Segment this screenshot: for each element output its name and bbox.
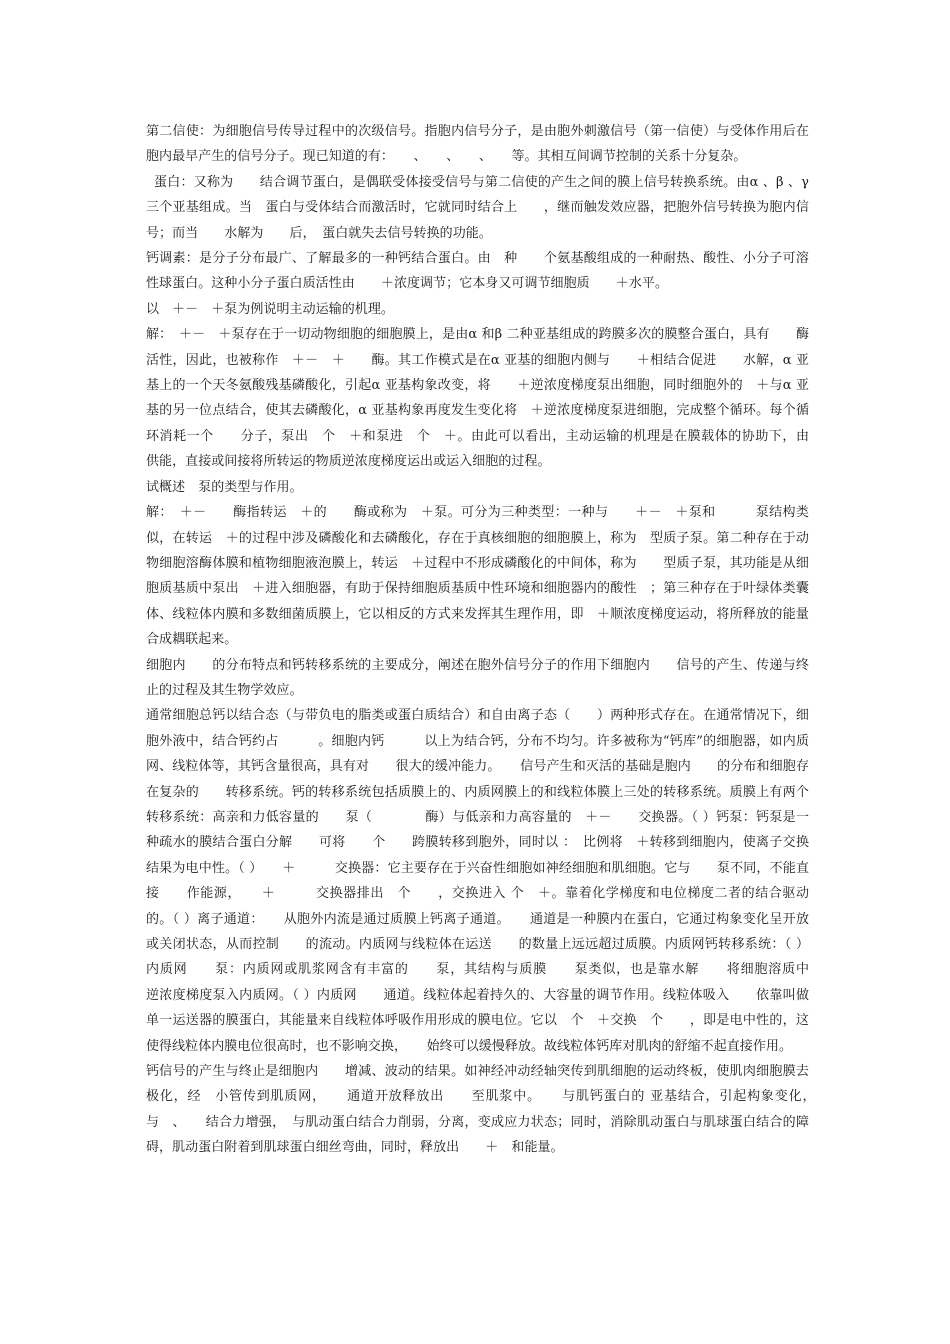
paragraph-second-messenger: 第二信使：为细胞信号传导过程中的次级信号。指胞内信号分子，是由胞外刺激信号（第一信使）与受体作用后在胞内最早产生的信号分子。现已知道的有： 、 、 、 等。其相互间调节控制的关系十分复杂。 <box>146 124 809 165</box>
paragraph-g-protein: 蛋白：又称为 结合调节蛋白，是偶联受体接受信号与第二信使的产生之间的膜上信号转换系统。由α 、β 、γ 三个亚基组成。当 蛋白与受体结合而激活时，它就同时结合上 ，继而触发效应器，把胞外信号转换为胞内信号；而当 水解为 后， 蛋白就失去信号转换的功能。 <box>146 174 809 241</box>
answer-calcium-transfer: 通常细胞总钙以结合态（与带负电的脂类或蛋白质结合）和自由离子态（ ）两种形式存在。在通常情况下，细胞外液中，结合钙约占 。细胞内钙 以上为结合钙，分布不均匀。许多被称为“钙库”的细胞器，如内质网、线粒体等，其钙含量很高，具有对 很大的缓冲能力。 信号产生和灭活的基础是胞内 的分布和细胞存在复杂的 转移系统。钙的转移系统包括质膜上的、内质网膜上的和线粒体膜上三处的转移系统。质膜上有两个 转移系统：高亲和力低容量的 泵（ 酶）与低亲和力高容量的 ＋－ 交换器。（ ）钙泵：钙泵是一种疏水的膜结合蛋白分解 可将 个 跨膜转移到胞外，同时以 ： 比例将 ＋转移到细胞内，使离子交换结果为电中性。（ ） ＋ 交换器：它主要存在于兴奋性细胞如神经细胞和肌细胞。它与 泵不同，不能直接 作能源， ＋ 交换器排出 个 ，交换进入 个 ＋。靠着化学梯度和电位梯度二者的结合驱动的。（ ）离子通道： 从胞外内流是通过质膜上钙离子通道。 通道是一种膜内在蛋白，它通过构象变化呈开放或关闭状态，从而控制 的流动。内质网与线粒体在运送 的数量上远远超过质膜。内质网钙转移系统：（ ）内质网 泵：内质网或肌浆网含有丰富的 泵，其结构与质膜 泵类似，也是靠水解 将细胞溶质中 逆浓度梯度泵入内质网。（ ）内质网 通道。线粒体起着持久的、大容量的调节作用。线粒体吸入 依靠叫做单一运送器的膜蛋白，其能量来自线粒体呼吸作用形成的膜电位。它以 个 ＋交换 个 ，即是电中性的，这使得线粒体内膜电位很高时，也不影响交换， 始终可以缓慢释放。故线粒体钙库对肌肉的舒缩不起直接作用。 <box>146 708 836 1054</box>
paragraph-calmodulin: 钙调素：是分子分布最广、了解最多的一种钙结合蛋白。由 种 个氨基酸组成的一种耐热、酸性、小分子可溶性球蛋白。这种小分子蛋白质活性由 ＋浓度调节；它本身又可调节细胞质 ＋水平。 <box>146 251 809 292</box>
answer-na-k-pump: 解： ＋－ ＋泵存在于一切动物细胞的细胞膜上，是由α 和β 二种亚基组成的跨膜多次的膜整合蛋白，具有 酶活性，因此，也被称作 ＋－ ＋ 酶。其工作模式是在α 亚基的细胞内侧与 ＋相结合促进 水解，α 亚基上的一个天冬氨酸残基磷酸化，引起α 亚基构象改变，将 ＋逆浓度梯度泵出细胞，同时细胞外的 ＋与α 亚基的另一位点结合，使其去磷酸化，α 亚基构象再度发生变化将 ＋逆浓度梯度泵进细胞，完成整个循环。每个循环消耗一个 分子，泵出 个 ＋和泵进 个 ＋。由此可以看出，主动运输的机理是在膜载体的协助下，由 供能，直接或间接将所转运的物质逆浓度梯度运出或运入细胞的过程。 <box>146 327 836 470</box>
answer-calcium-signal-muscle: 钙信号的产生与终止是细胞内 增减、波动的结果。如神经冲动经轴突传到肌细胞的运动终板，使肌肉细胞膜去极化，经 小管传到肌质网， 通道开放释放出 至肌浆中。 与肌钙蛋白的 亚基结合，引起构象变化， 与 、 结合力增强， 与肌动蛋白结合力削弱，分离，变成应力状态；同时，消除肌动蛋白与肌球蛋白结合的障碍，肌动蛋白附着到肌球蛋白细丝弯曲，同时，释放出 ＋ 和能量。 <box>146 1064 823 1156</box>
question-proton-pump: 试概述 泵的类型与作用。 <box>146 479 303 495</box>
answer-proton-pump: 解： ＋－ 酶指转运 ＋的 酶或称为 ＋泵。可分为三种类型：一种与 ＋－ ＋泵和 泵结构类似，在转运 ＋的过程中涉及磷酸化和去磷酸化，存在于真核细胞的细胞膜上，称为 型质子泵。第二种存在于动物细胞溶酶体膜和植物细胞液泡膜上，转运 ＋过程中不形成磷酸化的中间体，称为 型质子泵，其功能是从细胞质基质中泵出 ＋进入细胞器，有助于保持细胞质基质中性环境和细胞器内的酸性 ；第三种存在于叶绿体类囊体、线粒体内膜和多数细菌质膜上，它以相反的方式来发挥其生理作用，即 ＋顺浓度梯度运动，将所释放的能量 合成耦联起来。 <box>146 505 836 648</box>
question-calcium-signal: 细胞内 的分布特点和钙转移系统的主要成分，阐述在胞外信号分子的作用下细胞内 信号的产生、传递与终止的过程及其生物学效应。 <box>146 657 809 698</box>
question-na-k-pump: 以 ＋－ ＋泵为例说明主动运输的机理。 <box>146 301 394 317</box>
document-body <box>146 119 836 1161</box>
